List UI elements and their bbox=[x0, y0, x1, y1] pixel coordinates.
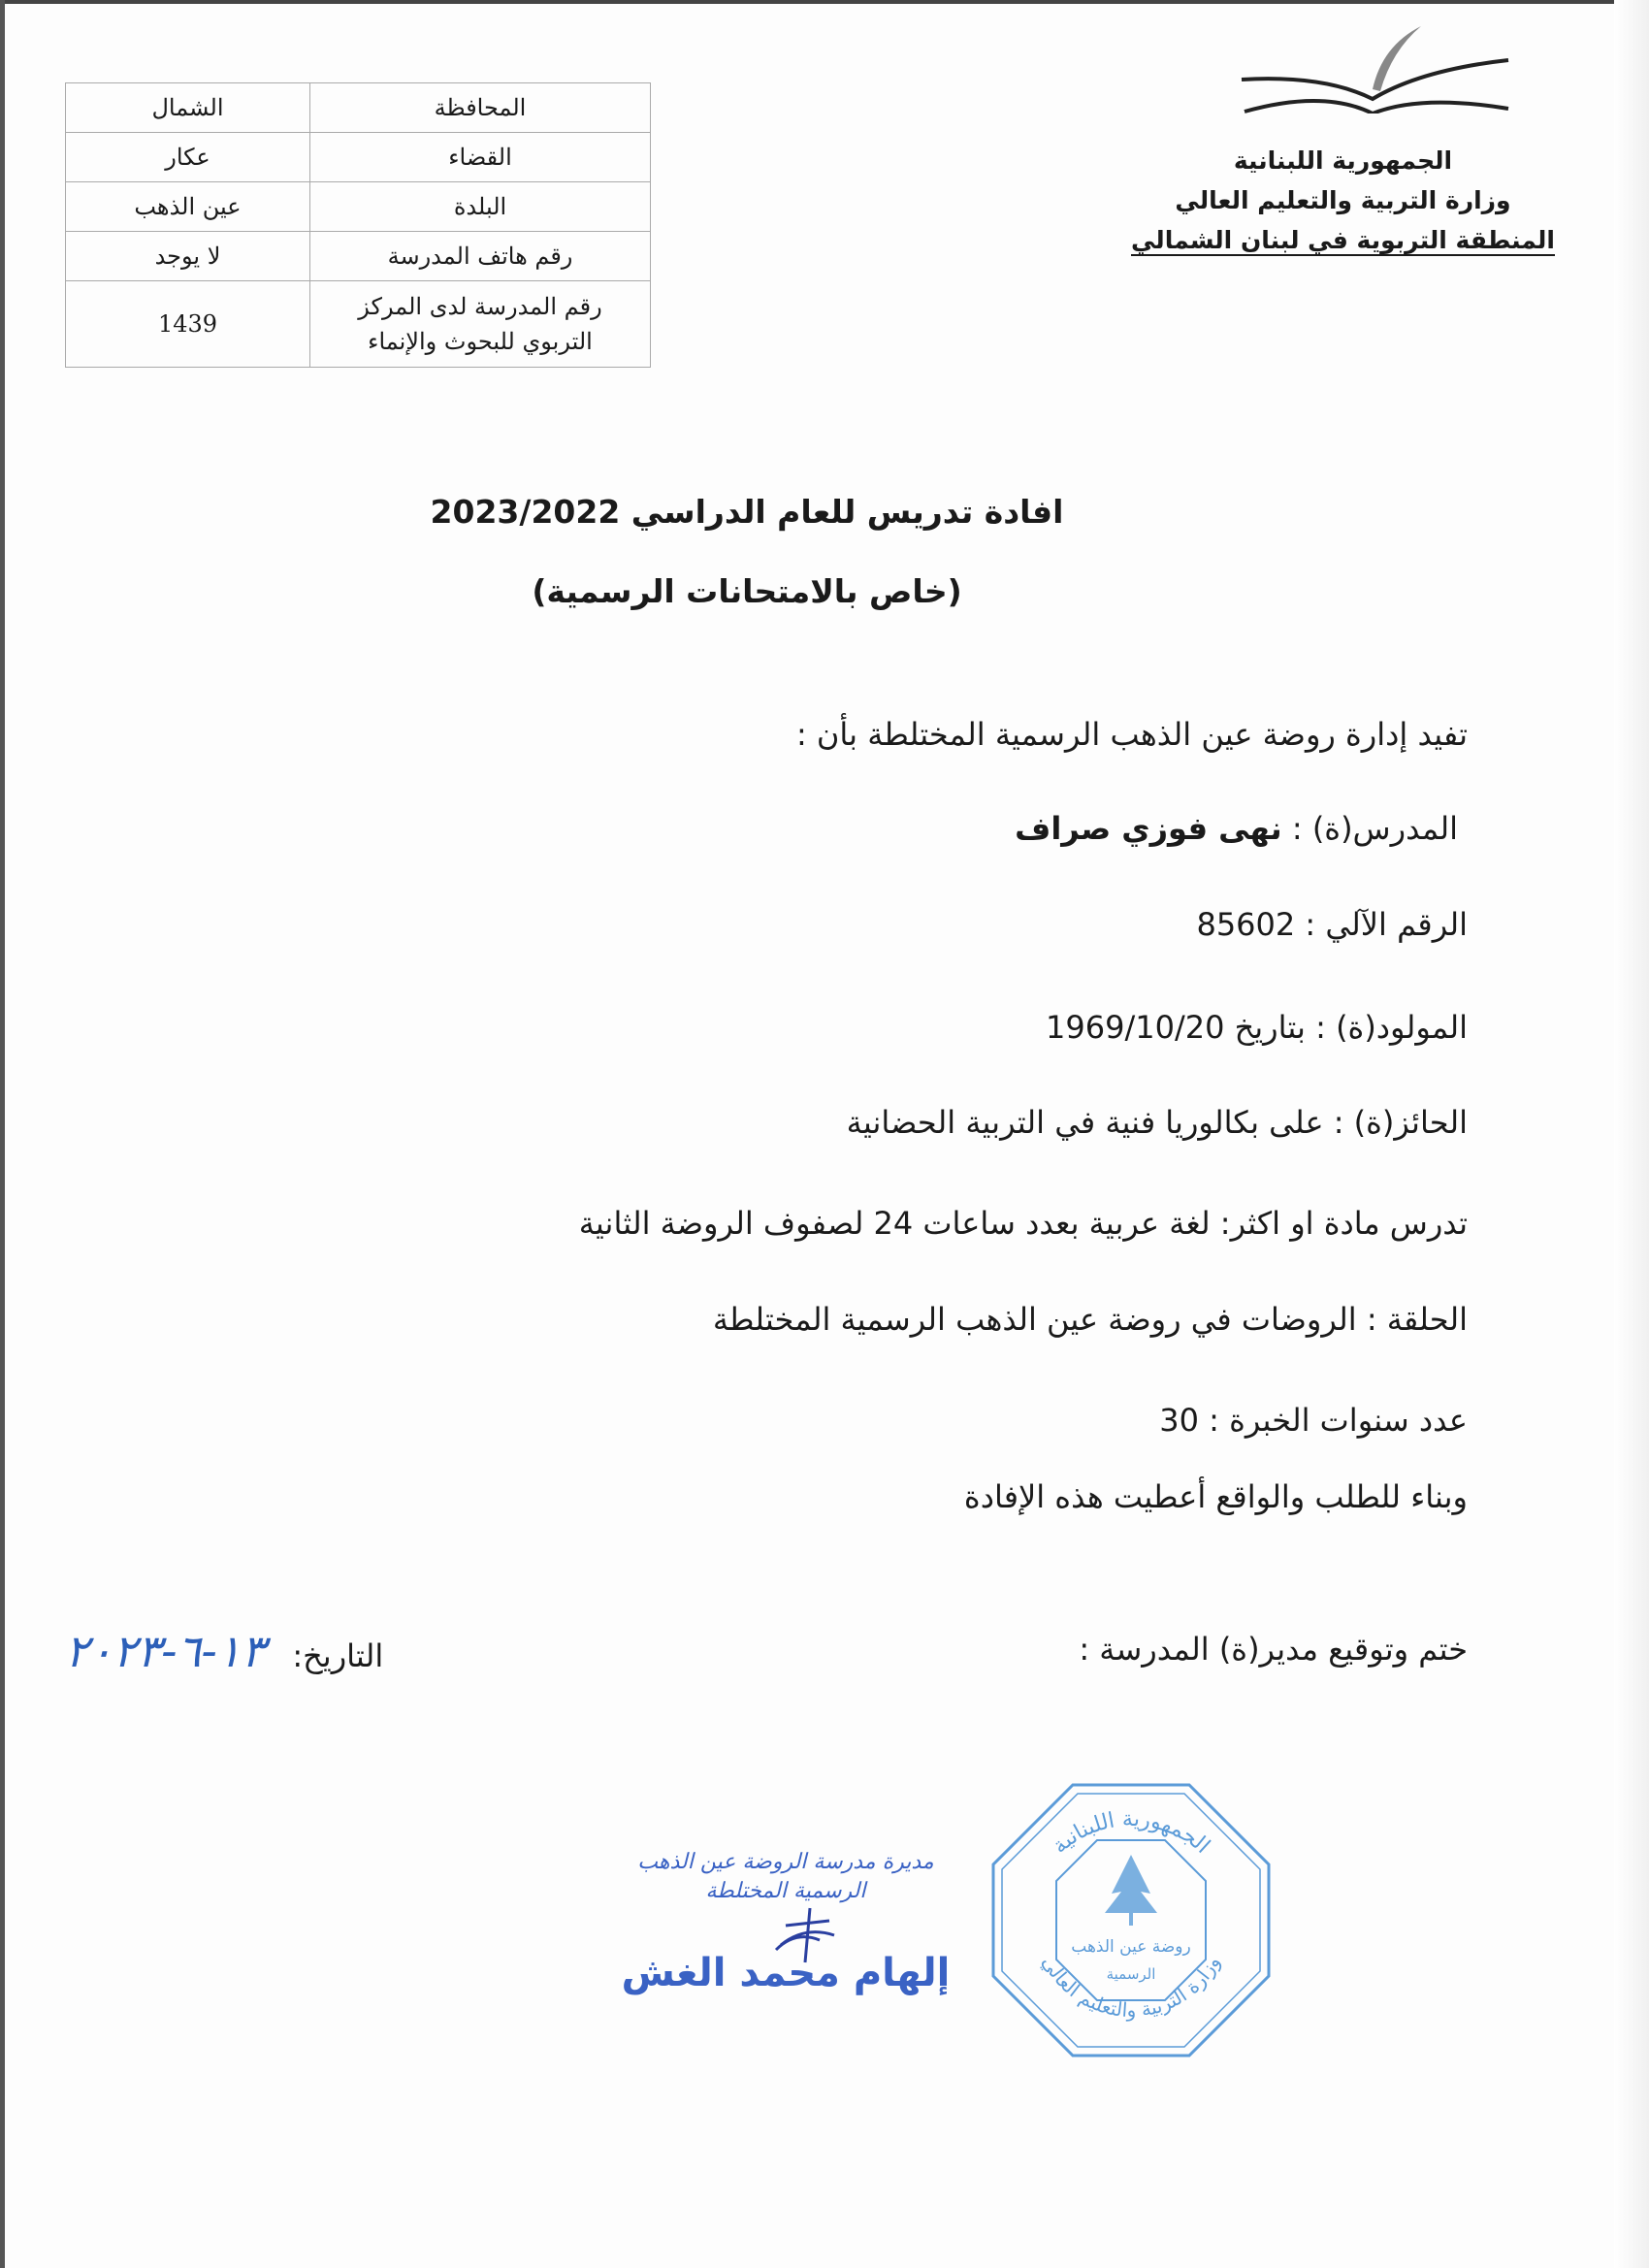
stamp-inner-line: روضة عين الذهب bbox=[1071, 1937, 1191, 1957]
document-title: افادة تدريس للعام الدراسي 2023/2022 bbox=[430, 493, 1064, 531]
table-row bbox=[66, 83, 651, 133]
date-label: التاريخ: bbox=[292, 1637, 384, 1674]
birth-line bbox=[1046, 1009, 1468, 1046]
stamp-inner-line: الرسمية bbox=[1106, 1965, 1156, 1983]
table-row bbox=[66, 232, 651, 281]
ministry-book-logo-icon bbox=[1237, 21, 1513, 113]
document-subtitle: (خاص بالامتحانات الرسمية) bbox=[532, 572, 962, 610]
svg-text:وزارة التربية والتعليم العالي bbox=[1037, 1952, 1225, 2022]
letterhead bbox=[1131, 141, 1555, 260]
table-cell-value: 1439 bbox=[66, 281, 310, 368]
stamp-outer-top: الجمهورية اللبنانية bbox=[1048, 1806, 1214, 1859]
school-info-table bbox=[65, 82, 651, 368]
table-row bbox=[66, 133, 651, 182]
date-line bbox=[65, 1625, 383, 1677]
table-cell-label: رقم هاتف المدرسة bbox=[310, 232, 651, 281]
principal-name: إلهام محمد الغش bbox=[621, 1951, 951, 1995]
cycle-line: الحلقة : الروضات في روضة عين الذهب الرسمية المختلطة bbox=[712, 1301, 1468, 1338]
principal-signature bbox=[621, 1848, 951, 1995]
official-school-stamp-icon bbox=[990, 1782, 1272, 2058]
table-cell-value: عين الذهب bbox=[66, 182, 310, 232]
table-row bbox=[66, 182, 651, 232]
id-value: 85602 bbox=[1196, 906, 1296, 943]
teacher-label: المدرس(ة) : bbox=[1291, 810, 1458, 847]
id-label: الرقم الآلي : bbox=[1305, 906, 1468, 943]
degree-line: الحائز(ة) : على بكالوريا فنية في التربية الحضانية bbox=[846, 1104, 1468, 1141]
closing-line: وبناء للطلب والواقع أعطيت هذه الإفادة bbox=[963, 1478, 1468, 1515]
handwritten-signature-icon bbox=[766, 1906, 844, 1964]
table-cell-value: الشمال bbox=[66, 83, 310, 133]
letterhead-line: المنطقة التربوية في لبنان الشمالي bbox=[1131, 226, 1555, 254]
birth-label: المولود(ة) : بتاريخ bbox=[1234, 1009, 1468, 1046]
scan-edge bbox=[0, 0, 5, 2268]
intro-line: تفيد إدارة روضة عين الذهب الرسمية المختلطة بأن : bbox=[795, 716, 1468, 753]
teacher-line bbox=[1015, 810, 1458, 847]
table-row bbox=[66, 281, 651, 368]
stamp-outer-bottom: وزارة التربية والتعليم العالي bbox=[1037, 1951, 1225, 2022]
table-cell-label: رقم المدرسة لدى المركز التربوي للبحوث والإنماء bbox=[310, 281, 651, 368]
table-cell-label: القضاء bbox=[310, 133, 651, 182]
table-cell-value: لا يوجد bbox=[66, 232, 310, 281]
letterhead-line: الجمهورية اللبنانية bbox=[1233, 146, 1453, 175]
scan-edge bbox=[1614, 0, 1649, 2268]
signature-label: ختم وتوقيع مدير(ة) المدرسة : bbox=[1079, 1631, 1468, 1668]
letterhead-line: وزارة التربية والتعليم العالي bbox=[1175, 186, 1511, 214]
experience-line bbox=[1159, 1402, 1468, 1439]
table-cell-value: عكار bbox=[66, 133, 310, 182]
table-cell-label: البلدة bbox=[310, 182, 651, 232]
experience-label: عدد سنوات الخبرة : bbox=[1209, 1402, 1468, 1439]
table-cell-label: المحافظة bbox=[310, 83, 651, 133]
principal-title: مديرة مدرسة الروضة عين الذهب الرسمية المختلطة bbox=[637, 1850, 934, 1903]
subject-line: تدرس مادة او اكثر: لغة عربية بعدد ساعات 24 لصفوف الروضة الثانية bbox=[578, 1205, 1468, 1242]
date-value: ١٣-٦-٢٠٢٣ bbox=[65, 1625, 266, 1677]
cedar-tree-icon bbox=[1105, 1855, 1157, 1926]
svg-text:الجمهورية اللبنانية bbox=[1048, 1807, 1213, 1859]
experience-value: 30 bbox=[1159, 1402, 1199, 1439]
teacher-name: نهى فوزي صراف bbox=[1015, 810, 1282, 847]
id-line bbox=[1196, 906, 1468, 943]
scan-edge bbox=[0, 0, 1649, 4]
birth-value: 1969/10/20 bbox=[1046, 1009, 1225, 1046]
